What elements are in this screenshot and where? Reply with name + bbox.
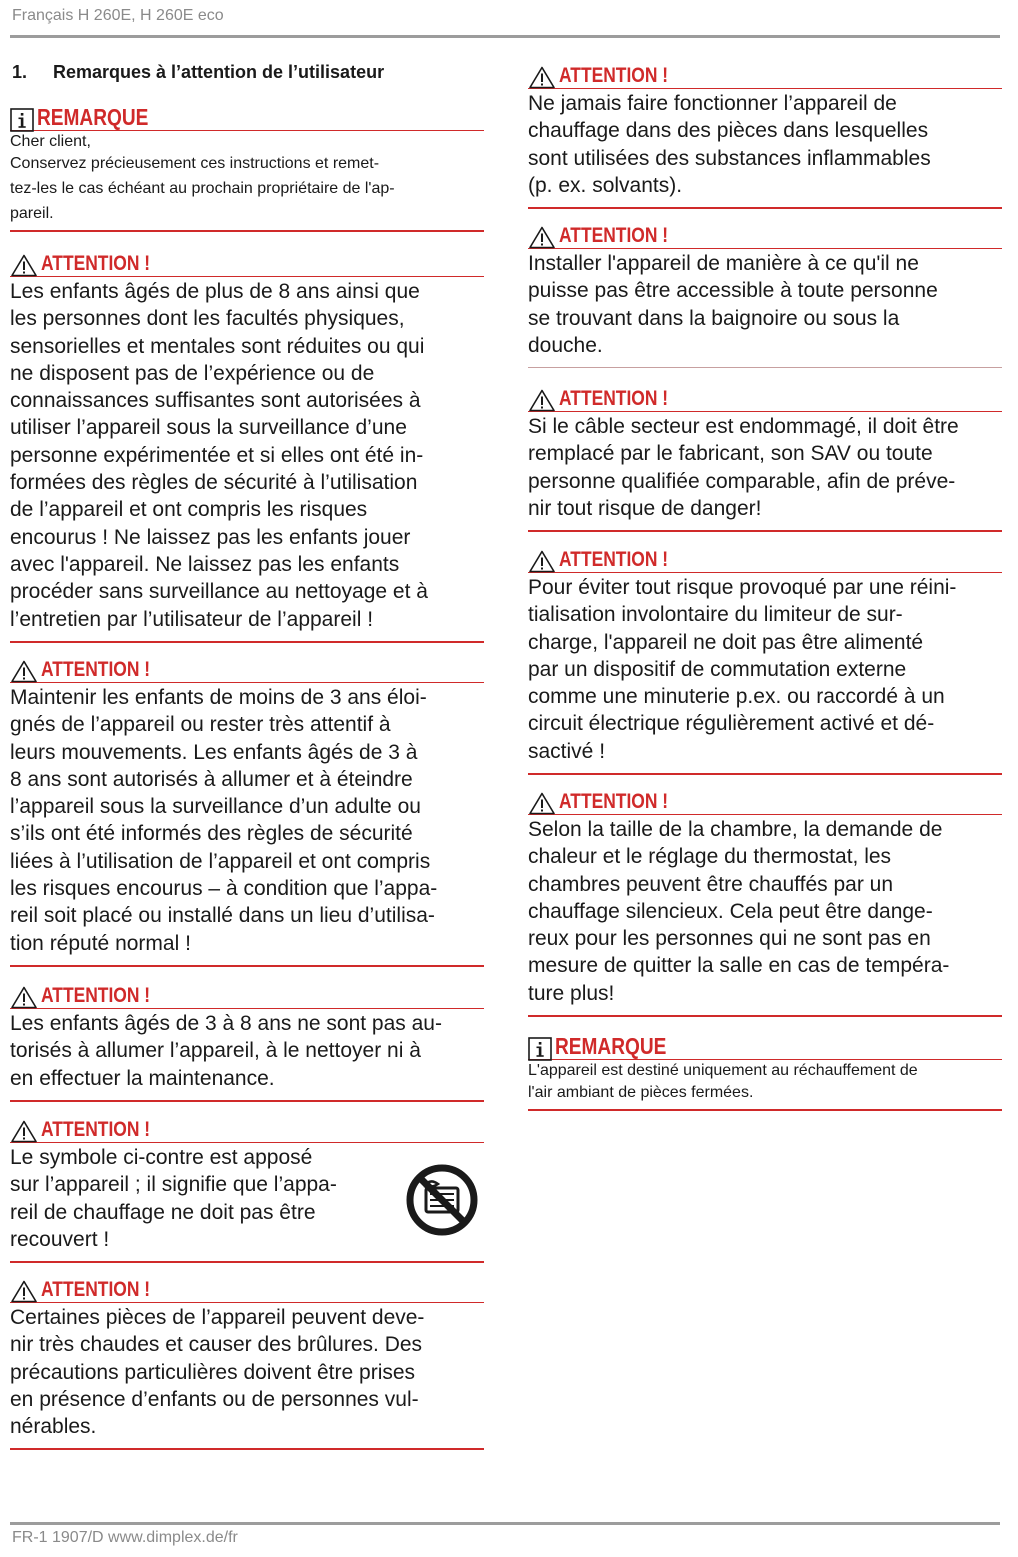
attention-body	[10, 278, 484, 633]
body-line: Si le câble secteur est endommagé, il doit être	[528, 415, 959, 438]
body-line: sur l’appareil ; il signifie que l’appa-	[10, 1173, 337, 1197]
header-rule	[10, 35, 1000, 38]
attention-body	[528, 816, 1002, 1007]
body-line: en effectuer la maintenance.	[10, 1066, 275, 1090]
body-line: les personnes dont les facultés physiques,	[10, 307, 405, 331]
remark-header	[528, 1033, 1002, 1060]
body-line: chauffage dans des pièces dans lesquelles	[528, 119, 929, 143]
attention-block-room-size	[528, 788, 1002, 1017]
section-title-text: Remarques à l’attention de l’utilisateur	[53, 62, 385, 82]
block-divider	[10, 1448, 484, 1450]
attention-block-flammable	[528, 62, 1002, 209]
body-line: mesure de quitter la salle en cas de tempéra-	[528, 954, 950, 978]
info-icon	[528, 1037, 552, 1061]
block-divider	[10, 230, 484, 232]
section-number: 1.	[12, 62, 28, 82]
warning-triangle-icon	[529, 550, 555, 573]
body-line: chaleur et le réglage du thermostat, les	[528, 845, 892, 869]
section-title	[12, 62, 384, 83]
page-header: Français H 260E, H 260E eco	[12, 7, 224, 24]
remark-block-usage	[528, 1033, 1002, 1111]
remark-body	[10, 132, 484, 226]
block-divider	[528, 773, 1002, 775]
remark-block-client	[10, 104, 484, 232]
warning-triangle-icon	[11, 986, 37, 1009]
block-divider	[10, 965, 484, 967]
attention-header	[10, 250, 484, 277]
body-line: se trouvant dans la baignoire ou sous la	[528, 306, 900, 330]
body-line: chauffage silencieux. Cela peut être dange-	[528, 899, 933, 923]
block-divider	[528, 1109, 1002, 1111]
body-line: charge, l'appareil ne doit pas être alimenté	[528, 630, 924, 654]
body-line: Ne jamais faire fonctionner l’appareil de	[528, 92, 897, 115]
attention-header	[10, 656, 484, 683]
attention-body	[10, 1304, 484, 1440]
body-line: en présence d’enfants ou de personnes vul-	[10, 1387, 419, 1411]
body-line: puisse pas être accessible à toute personne	[528, 279, 938, 303]
body-line: l’appareil sous la surveillance d’un adulte ou	[10, 795, 421, 819]
attention-header	[10, 982, 484, 1009]
block-divider	[528, 367, 1002, 368]
warning-triangle-icon	[11, 1280, 37, 1303]
info-icon	[10, 108, 34, 132]
body-line: encourus ! Ne laissez pas les enfants jouer	[10, 525, 411, 549]
attention-block-hot-parts	[10, 1276, 484, 1450]
body-line: L'appareil est destiné uniquement au réchauffement de	[528, 1062, 918, 1079]
body-line: connaissances suffisantes sont autorisées à	[10, 389, 421, 413]
attention-header	[10, 1116, 484, 1143]
block-divider	[10, 641, 484, 643]
body-line: chambres peuvent être chauffés par un	[528, 872, 894, 896]
warning-triangle-icon	[11, 254, 37, 277]
body-line: procéder sans surveillance au nettoyage et à	[10, 580, 428, 604]
body-line: s’ils ont été informés des règles de sécurité	[10, 822, 413, 846]
attention-label: ATTENTION !	[41, 984, 151, 1007]
attention-label: ATTENTION !	[41, 1118, 151, 1141]
remark-header	[10, 104, 484, 131]
body-line: comme une minuterie p.ex. ou raccordé à un	[528, 685, 945, 709]
remark-label: REMARQUE	[37, 104, 149, 130]
body-line: tez-les le cas échéant au prochain propriétaire de l'ap-	[10, 180, 395, 197]
body-line: les risques encourus – à condition que l’appa-	[10, 877, 438, 901]
attention-body	[528, 90, 1002, 199]
attention-block-children-3	[10, 656, 484, 967]
attention-body	[528, 413, 1002, 522]
body-line: formées des règles de sécurité à l’utilisation	[10, 471, 418, 495]
attention-body	[528, 574, 1002, 765]
body-line: Conservez précieusement ces instructions et remet-	[10, 155, 380, 172]
block-divider	[528, 530, 1002, 532]
attention-body	[10, 1010, 484, 1092]
body-line: leurs mouvements. Les enfants âgés de 3 à	[10, 740, 418, 764]
attention-block-bathtub	[528, 222, 1002, 368]
body-line: utiliser l’appareil sous la surveillance d’une	[10, 416, 407, 440]
body-line: par un dispositif de commutation externe	[528, 657, 907, 681]
body-line: sont utilisées des substances inflammables	[528, 146, 931, 170]
body-line: liées à l’utilisation de l’appareil et ont compris	[10, 849, 431, 873]
body-line: ture plus!	[528, 981, 615, 1005]
body-line: Cher client,	[10, 133, 91, 150]
body-line: nir tout risque de danger!	[528, 496, 762, 520]
body-line: reil soit placé ou installé dans un lieu d’utilisa-	[10, 904, 435, 928]
body-line: reil de chauffage ne doit pas être	[10, 1200, 316, 1224]
attention-header	[528, 385, 1002, 412]
body-line: 8 ans sont autorisés à allumer et à éteindre	[10, 767, 413, 791]
body-line: remplacé par le fabricant, son SAV ou toute	[528, 442, 933, 466]
attention-block-do-not-cover	[10, 1116, 484, 1263]
remark-label: REMARQUE	[555, 1033, 667, 1059]
warning-triangle-icon	[529, 792, 555, 815]
body-line: douche.	[528, 333, 603, 357]
body-line: nérables.	[10, 1415, 97, 1439]
attention-label: ATTENTION !	[559, 224, 669, 247]
body-line: tialisation involontaire du limiteur de sur-	[528, 603, 903, 627]
attention-header	[528, 222, 1002, 249]
attention-block-maintenance	[10, 982, 484, 1102]
attention-block-power-cable	[528, 385, 1002, 532]
attention-header	[528, 788, 1002, 815]
body-line: reux pour les personnes qui ne sont pas en	[528, 927, 931, 951]
body-line: Selon la taille de la chambre, la demande de	[528, 818, 943, 841]
body-line: Certaines pièces de l’appareil peuvent deve-	[10, 1306, 425, 1329]
body-line: personne expérimentée et si elles ont été in-	[10, 443, 424, 467]
body-line: tion réputé normal !	[10, 931, 191, 955]
attention-header	[528, 546, 1002, 573]
attention-label: ATTENTION !	[41, 1278, 151, 1301]
attention-label: ATTENTION !	[41, 252, 151, 275]
attention-label: ATTENTION !	[559, 790, 669, 813]
body-line: avec l'appareil. Ne laissez pas les enfants	[10, 552, 400, 576]
attention-block-overload	[528, 546, 1002, 775]
attention-body	[10, 684, 484, 957]
attention-label: ATTENTION !	[559, 64, 669, 87]
body-line: (p. ex. solvants).	[528, 173, 683, 197]
body-line: recouvert !	[10, 1227, 110, 1251]
body-line: l’entretien par l’utilisateur de l’appareil !	[10, 607, 374, 631]
body-line: nir très chaudes et causer des brûlures. Des	[10, 1333, 423, 1357]
body-line: l'air ambiant de pièces fermées.	[528, 1084, 754, 1101]
remark-body	[528, 1061, 1002, 1105]
attention-label: ATTENTION !	[559, 387, 669, 410]
block-divider	[10, 1100, 484, 1102]
body-line: gnés de l’appareil ou rester très attentif à	[10, 713, 391, 737]
body-line: précautions particulières doivent être prises	[10, 1360, 416, 1384]
block-divider	[10, 1261, 484, 1263]
block-divider	[528, 1015, 1002, 1017]
warning-triangle-icon	[11, 660, 37, 683]
body-line: Le symbole ci-contre est apposé	[10, 1146, 313, 1169]
warning-triangle-icon	[529, 66, 555, 89]
attention-block-children-8	[10, 250, 484, 643]
attention-header	[10, 1276, 484, 1303]
attention-header	[528, 62, 1002, 89]
do-not-cover-icon	[402, 1160, 482, 1240]
warning-triangle-icon	[529, 226, 555, 249]
block-divider	[528, 207, 1002, 209]
warning-triangle-icon	[11, 1120, 37, 1143]
warning-triangle-icon	[529, 389, 555, 412]
body-line: Les enfants âgés de plus de 8 ans ainsi que	[10, 280, 420, 303]
body-line: pareil.	[10, 205, 54, 222]
body-line: Maintenir les enfants de moins de 3 ans éloi-	[10, 686, 427, 709]
body-line: Installer l'appareil de manière à ce qu'il ne	[528, 252, 919, 275]
body-line: sensorielles et mentales sont réduites ou qui	[10, 334, 425, 358]
attention-label: ATTENTION !	[559, 548, 669, 571]
body-line: torisés à allumer l’appareil, à le nettoyer ni à	[10, 1039, 421, 1063]
body-line: sactivé !	[528, 739, 606, 763]
body-line: Les enfants âgés de 3 à 8 ans ne sont pas au-	[10, 1012, 442, 1035]
footer-rule	[10, 1522, 1000, 1525]
body-line: de l’appareil et ont compris les risques	[10, 498, 368, 522]
body-line: Pour éviter tout risque provoqué par une réini-	[528, 576, 957, 599]
body-line: ne disposent pas de l’expérience ou de	[10, 361, 375, 385]
page-footer: FR-1 1907/D www.dimplex.de/fr	[12, 1529, 238, 1546]
attention-body	[528, 250, 1002, 359]
body-line: personne qualifiée comparable, afin de préve-	[528, 469, 956, 493]
attention-label: ATTENTION !	[41, 658, 151, 681]
body-line: circuit électrique régulièrement activé et dé-	[528, 712, 935, 736]
